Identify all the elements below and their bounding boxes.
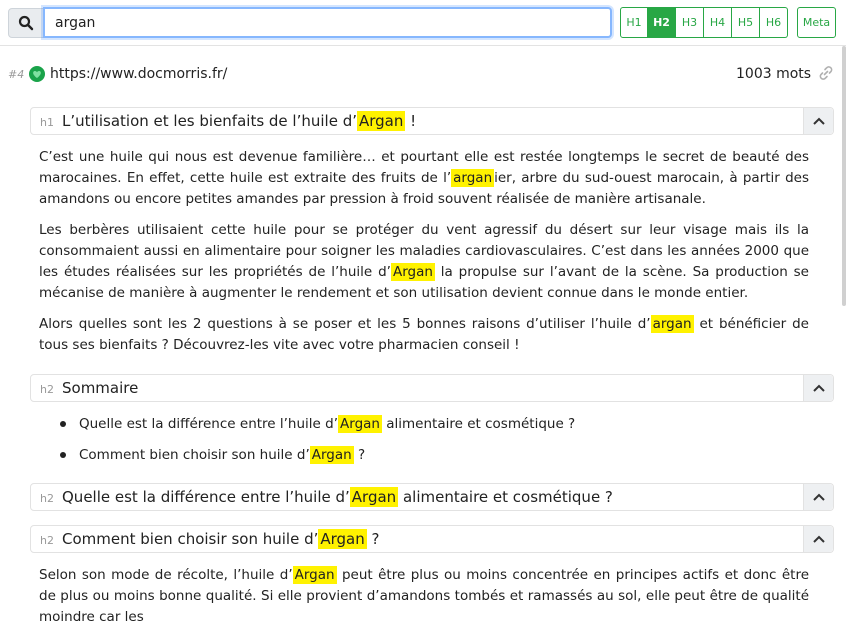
word-count: 1003 mots	[736, 66, 812, 82]
chevron-up-icon	[813, 117, 825, 125]
heading-tag: h2	[40, 383, 54, 396]
chevron-up-icon	[813, 384, 825, 392]
filter-h6-button[interactable]: H6	[760, 7, 788, 38]
heading-text: Comment bien choisir son huile d’ Argan ?	[62, 530, 380, 548]
heading-filter-group	[620, 7, 788, 38]
filter-h2-button[interactable]: H2	[648, 7, 676, 38]
search-highlight: argan	[453, 170, 493, 186]
result-url-link[interactable]: https://www.docmorris.fr/	[50, 66, 228, 82]
collapse-button[interactable]	[803, 526, 833, 552]
paragraph: C’est une huile qui nous est devenue familière… et pourtant elle est restée longtemps le secret de beauté des marocaines. En effet, cette huile est extraite des fruits de l’ argan ier, arbre du sud-ouest marocain, à partir des amandons ou encore petites amandes par pression à froid souvent réalisée de manière artisanale.	[39, 149, 809, 207]
link-icon[interactable]	[818, 65, 834, 81]
filter-h5-button[interactable]: H5	[732, 7, 760, 38]
search-highlight: Argan	[311, 447, 352, 463]
collapse-button[interactable]	[803, 375, 833, 401]
heading-tag: h2	[40, 492, 54, 505]
search-highlight: Argan	[294, 567, 335, 583]
heading-text: Sommaire	[62, 379, 139, 397]
search-input[interactable]	[43, 7, 612, 38]
search-button[interactable]	[8, 8, 44, 38]
result-header	[0, 60, 846, 88]
heading-row	[30, 107, 834, 135]
search-toolbar	[0, 0, 846, 46]
paragraph: Alors quelles sont les 2 questions à se poser et les 5 bonnes raisons d’utiliser l’huile d’ argan et bénéficier de tous ses bienfaits ? Découvrez-les vite avec votre pharmacien conseil !	[39, 316, 809, 353]
search-highlight: Argan	[351, 488, 397, 506]
result-number: #4	[8, 68, 25, 81]
search-highlight: argan	[652, 316, 692, 332]
chevron-up-icon	[813, 535, 825, 543]
heading-tag: h1	[40, 116, 54, 129]
collapse-button[interactable]	[803, 484, 833, 510]
search-highlight: Argan	[320, 530, 365, 548]
search-highlight: Argan	[340, 416, 380, 432]
search-highlight: Argan	[392, 264, 433, 280]
paragraph: Selon son mode de récolte, l’huile d’ Argan peut être plus ou moins concentrée en principes actifs et donc être de plus ou moins bonne qualité. Si elle provient d’amandons tombés et ramassés au sol, elle peut être de qualité moindre car les	[39, 567, 809, 625]
filter-h1-button[interactable]: H1	[620, 7, 648, 38]
filter-h4-button[interactable]: H4	[704, 7, 732, 38]
meta-button[interactable]: Meta	[797, 7, 836, 38]
heading-text: Quelle est la différence entre l’huile d’ Argan alimentaire et cosmétique ?	[62, 488, 613, 506]
heading-row	[30, 525, 834, 553]
search-icon	[18, 15, 34, 31]
collapse-button[interactable]	[803, 108, 833, 134]
heading-text: L’utilisation et les bienfaits de l’huile d’ Argan !	[62, 112, 417, 130]
chevron-up-icon	[813, 493, 825, 501]
filter-h3-button[interactable]: H3	[676, 7, 704, 38]
docmorris-heart-icon	[28, 65, 46, 83]
search-highlight: Argan	[359, 112, 404, 130]
paragraph: Les berbères utilisaient cette huile pour se protéger du vent agressif du désert sur leur visage mais ils la consommaient aussi en alimentaire pour soigner les maladies cardiovasculaires. C’est dans les années 2000 que les études réalisées sur les propriétés de l’huile d’ Argan la propulse sur l’avant de la scène. Sa production se mécanise de manière à augmenter le rendement et son utilisation devient connue dans le monde entier.	[39, 222, 809, 301]
summary-item[interactable]: Comment bien choisir son huile d’ Argan ?	[60, 445, 575, 476]
heading-row	[30, 483, 834, 511]
heading-tag: h2	[40, 534, 54, 547]
summary-item[interactable]: Quelle est la différence entre l’huile d’ Argan alimentaire et cosmétique ?	[60, 414, 575, 445]
heading-row	[30, 374, 834, 402]
summary-list	[60, 414, 575, 476]
